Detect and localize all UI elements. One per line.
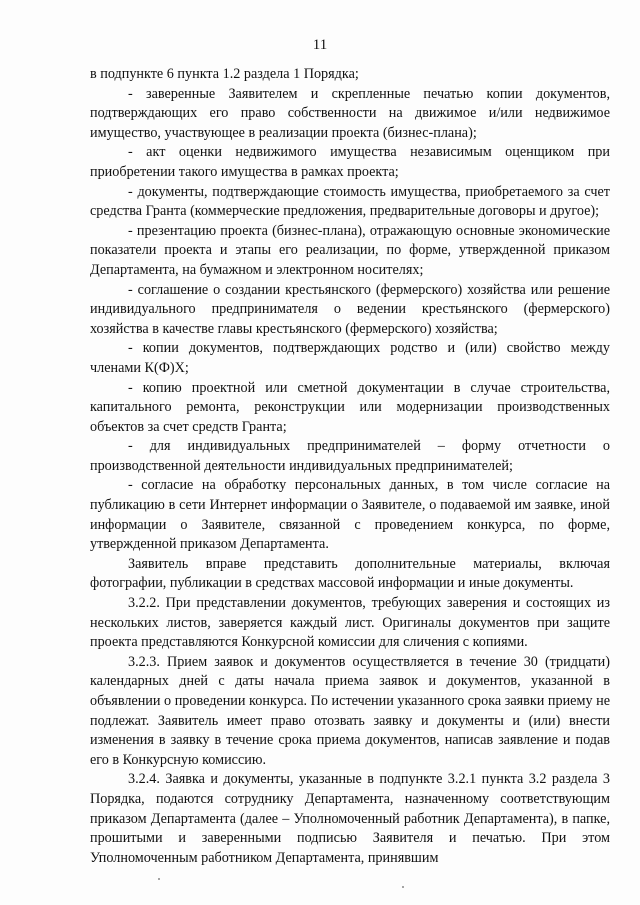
list-item-personal-data-consent: - согласие на обработку персональных данных, в том числе согласие на публикацию в сети Интернет информации о Заявителе, о подаваемой им заявке, иной информации о Заявителе, связанной с проведением конкурса, по форме, утвержденной приказом Департамента.: [90, 477, 610, 553]
clause-3-2-4: 3.2.4. Заявка и документы, указанные в подпункте 3.2.1 пункта 3.2 раздела 3 Порядка, подаются сотруднику Департамента, назначенному соответствующим приказом Департамента (далее – Уполномоченный работник Департамента), в папке, прошитыми и заверенными подписью Заявителя и печатью. При этом Уполномоченным работником Департамента, принявшим: [90, 771, 610, 866]
list-item-project-presentation: - презентацию проекта (бизнес-плана), отражающую основные экономические показатели проекта и этапы его реализации, по форме, утвержденной приказом Департамента, на бумажном и электронном носителях;: [90, 222, 610, 278]
paragraph: в подпункте 6 пункта 1.2 раздела 1 Порядка;: [90, 66, 359, 82]
list-item-property-valuation-act: - акт оценки недвижимого имущества независимым оценщиком при приобретении такого имущества в рамках проекта;: [90, 144, 610, 180]
list-item-copies-of-ownership: - заверенные Заявителем и скрепленные печатью копии документов, подтверждающих его право собственности на движимое и/или недвижимое имущество, участвующее в реализации проекта (бизнес-плана);: [90, 85, 610, 141]
document-body: [90, 65, 610, 868]
list-item-cost-documents: - документы, подтверждающие стоимость имущества, приобретаемого за счет средства Гранта (коммерческие предложения, предварительные договоры и другое);: [90, 183, 610, 220]
clause-3-2-2: 3.2.2. При представлении документов, требующих заверения и состоящих из нескольких листов, заверяется каждый лист. Оригиналы документов при защите проекта представляются Конкурсной комиссии для сличения с копиями.: [90, 595, 610, 651]
list-item-farm-agreement: - соглашение о создании крестьянского (фермерского) хозяйства или решение индивидуального предпринимателя о ведении крестьянского (фермерского) хозяйства в качестве главы крестьянского (фермерского) хозяйства;: [90, 281, 610, 337]
list-item-project-documentation: - копию проектной или сметной документации в случае строительства, капитального ремонта, реконструкции или модернизации производственных объектов за счет средств Гранта;: [90, 379, 610, 435]
list-item-kinship-documents: - копии документов, подтверждающих родство и (или) свойство между членами К(Ф)Х;: [90, 340, 610, 376]
list-item-reporting-form: - для индивидуальных предпринимателей – форму отчетности о производственной деятельности индивидуальных предпринимателей;: [90, 438, 610, 474]
paragraph-additional-materials: Заявитель вправе представить дополнительные материалы, включая фотографии, публикации в средствах массовой информации и иные документы.: [90, 555, 610, 592]
page-number: 11: [312, 37, 328, 53]
scan-speck: [402, 886, 404, 888]
scan-speck: [158, 878, 160, 880]
clause-3-2-3: 3.2.3. Прием заявок и документов осуществляется в течение 30 (тридцати) календарных дней с даты начала приема заявок и документов, указанной в объявлении о проведении конкурса. По истечении указанного срока заявки приему не подлежат. Заявитель имеет право отозвать заявку и документы и (или) внести изменения в заявку в течение срока приема документов, написав заявление и подав его в Конкурсную комиссию.: [90, 653, 610, 768]
